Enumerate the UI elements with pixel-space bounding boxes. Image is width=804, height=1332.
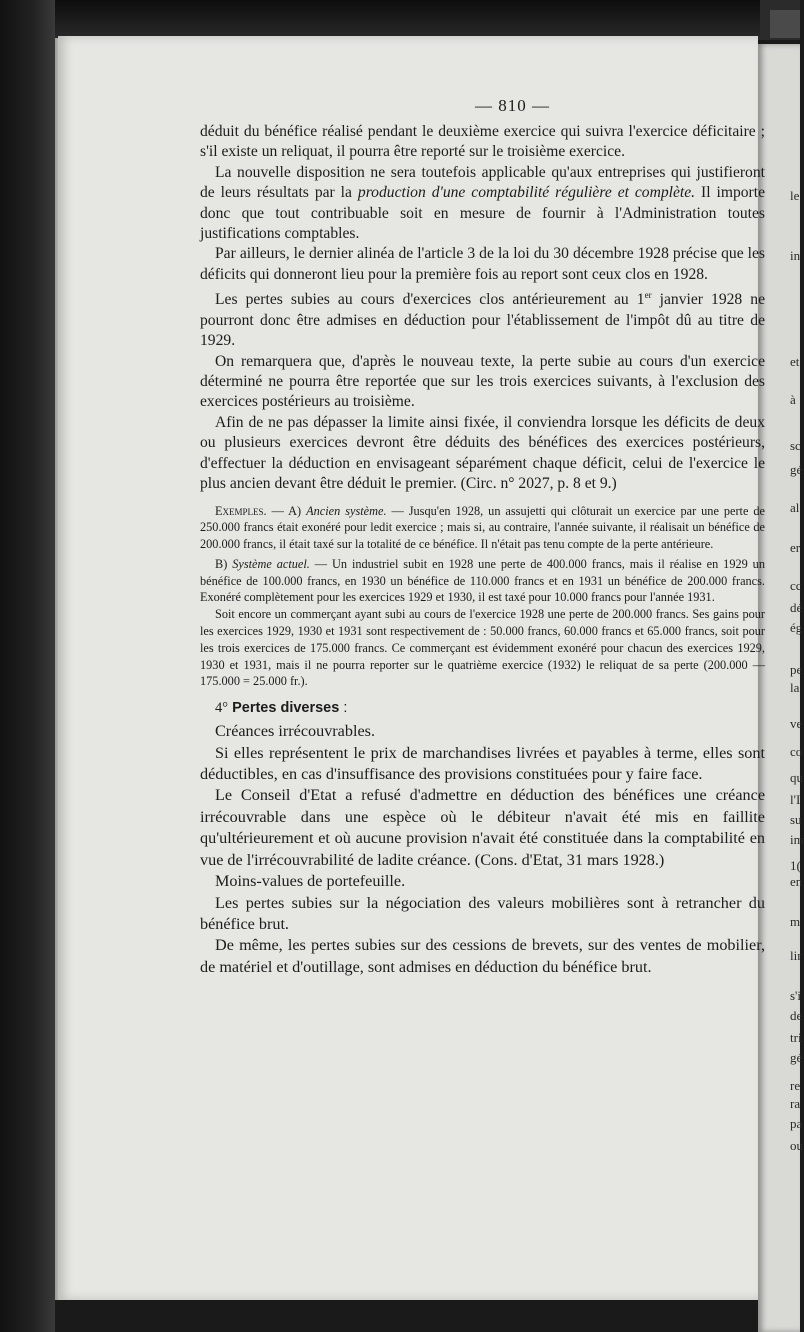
adjacent-page-fragment: à: [790, 392, 796, 407]
adjacent-page-fragment: sc: [790, 438, 801, 453]
text: — Un industriel subit en 1928 une perte de 400.000 francs, mais il réalise en 1929 un bénéfice de 100.000 francs, en 1930 un bénéfice de 110.000 francs et en 1931 un bénéfice de 200.000 francs. Exonéré complètement pour les exercices 1929 et 1930, il est taxé pour 10.000 francs pour l'année 1931.: [200, 556, 765, 605]
paragraph-creances: Si elles représentent le prix de marchandises livrées et payables à terme, elles sont déductibles, en cas d'insuffisance des provisions constituées pour y faire face.: [200, 743, 765, 784]
adjacent-page-fragment: gé: [790, 1050, 803, 1065]
section-title: Pertes diverses: [232, 700, 340, 717]
adjacent-page-fragment: tri: [790, 1030, 802, 1045]
adjacent-page-fragment: dé: [790, 600, 803, 615]
section-number: 4°: [215, 700, 229, 717]
paragraph-limit: Afin de ne pas dépasser la limite ainsi fixée, il conviendra lorsque les déficits de deux ou plusieurs exercices devront être déduits des bénéfices des exercices postérieurs, d'effectuer la déduction en envisageant séparément chaque déficit, celui de l'exercice le plus ancien devant être déduit le premier. (Circ. n° 2027, p. 8 et 9.): [200, 413, 765, 493]
page-content: [200, 96, 765, 978]
adjacent-page-fragment: l'I: [790, 792, 801, 807]
adjacent-page-fragment: re: [790, 1078, 801, 1093]
paragraph-brevets: De même, les pertes subies sur des cessions de brevets, sur des ventes de mobilier, de matériel et d'outillage, sont admises en déduction du bénéfice brut.: [200, 936, 765, 976]
scan-background-top: [0, 0, 800, 40]
text: — Jusqu'en 1928, un assujetti qui clôturait un exercice par une perte de 250.000 francs était exonéré pour ledit exercice ; mais si, au contraire, l'année suivante, il réalisait un bénéfice de 200.000 francs, il était taxé sur la totalité de ce bénéfice. Il n'était pas tenu compte de la perte antérieure.: [200, 503, 766, 552]
adjacent-page-fragment: ra: [790, 1096, 801, 1111]
adjacent-page-fragment: pa: [790, 1116, 803, 1131]
examples-label: Exemples.: [215, 503, 267, 518]
text: Les pertes subies au cours d'exercices clos antérieurement au 1: [215, 291, 645, 309]
adjacent-page-fragment: ve: [790, 716, 803, 731]
section-colon: :: [339, 700, 348, 717]
superscript: er: [644, 290, 652, 301]
adjacent-page-fragment: 1(: [790, 858, 801, 873]
scan-background-left: [0, 0, 55, 1332]
adjacent-page-fragment: et: [790, 354, 800, 369]
adjacent-page-fragment: s'i: [790, 988, 802, 1003]
paragraph-three-exercises: On remarquera que, d'après le nouveau texte, la perte subie au cours d'un exercice déterminé ne pourra être reportée que sur les trois exercices suivants, à l'exclusion des exercices postérieurs au troisième.: [200, 352, 765, 411]
adjacent-page-fragment: su: [790, 812, 802, 827]
paragraph-continuation: déduit du bénéfice réalisé pendant le deuxième exercice qui suivra l'exercice déficitaire ; s'il existe un reliquat, il pourra être reporté sur le troisième exercice.: [200, 123, 765, 161]
adjacent-page-fragment: cc: [790, 578, 802, 593]
text: janvier 1928 ne pourront donc être admises en déduction pour l'établissement de l'impôt dû au titre de 1929.: [200, 291, 766, 350]
paragraph-valeurs-mobilieres: Les pertes subies sur la négociation des valeurs mobilières sont à retrancher du bénéfice brut.: [200, 893, 765, 933]
italic-text: production d'une comptabilité régulière et complète.: [357, 184, 696, 202]
paragraph-conseil-etat: Le Conseil d'Etat a refusé d'admettre en déduction des bénéfices une créance irrécouvrable dans une espèce où le débiteur n'avait été mis en faillite qu'ultérieurement et où aucune provision n'avait été constituée dans la comptabilité en vue de l'irrécouvrabilité de ladite créance. (Cons. d'Etat, 31 mars 1928.): [200, 786, 765, 869]
adjacent-page-fragment: er: [790, 540, 801, 555]
text: — A): [271, 503, 302, 518]
paragraph-losses-before-1928: [200, 285, 765, 351]
paragraph-article-3: Par ailleurs, le dernier alinéa de l'article 3 de la loi du 30 décembre 1928 précise que les déficits qui donneront lieu pour la première fois au report sont ceux clos en 1928.: [200, 245, 765, 283]
example-c: Soit encore un commerçant ayant subi au cours de l'exercice 1928 une perte de 200.000 francs. Ses gains pour les exercices 1929, 1930 et 1931 sont respectivement de : 50.000 francs, 60.000 francs et 65.000 francs, soit pour les trois exercices de 175.000 francs. Ce commerçant est évidemment exonéré pour chacun des exercices 1929, 1930 et 1931, mais il ne pourra reporter sur le quatrième exercice (1932) le reliquat de sa perte (200.000 — 175.000 = 25.000 fr.).: [200, 607, 765, 689]
adjacent-page-fragment: la: [790, 680, 800, 695]
text: Il importe donc que tout contribuable soit en mesure de fournir à l'Administration toutes justifications comptables.: [200, 184, 765, 243]
adjacent-page-fragment: ég: [790, 620, 803, 635]
adjacent-page-fragment: im: [790, 832, 804, 847]
page-number: — 810 —: [475, 96, 550, 115]
italic-text: Système actuel.: [232, 556, 310, 571]
adjacent-page-fragment: in: [790, 248, 801, 263]
adjacent-page-fragment: lir: [790, 948, 802, 963]
text: B): [215, 556, 228, 571]
adjacent-page-fragment: m: [790, 914, 801, 929]
subheading-creances: Créances irrécouvrables.: [215, 722, 375, 741]
subheading-moins-values: Moins-values de portefeuille.: [215, 872, 406, 891]
adjacent-page-fragment: qu: [790, 770, 803, 785]
adjacent-page-fragment: ou: [790, 1138, 803, 1153]
adjacent-page-fragment: de: [790, 1008, 803, 1023]
adjacent-page-fragment: al: [790, 500, 800, 515]
section-heading: [215, 700, 765, 717]
text: La nouvelle disposition ne sera toutefois applicable qu'aux entreprises qui justifieront de leurs résultats par la: [200, 163, 765, 202]
example-b: [200, 556, 765, 606]
scan-corner-tab: [770, 10, 800, 38]
adjacent-page-fragment: pe: [790, 662, 803, 677]
italic-text: Ancien système.: [306, 503, 387, 518]
adjacent-page-fragment: le: [790, 188, 800, 203]
paragraph-new-disposition: [200, 163, 765, 245]
example-a: [200, 503, 765, 553]
adjacent-page-fragment: en: [790, 874, 803, 889]
adjacent-page-fragment: gé: [790, 462, 803, 477]
adjacent-page-fragment: co: [790, 744, 803, 759]
